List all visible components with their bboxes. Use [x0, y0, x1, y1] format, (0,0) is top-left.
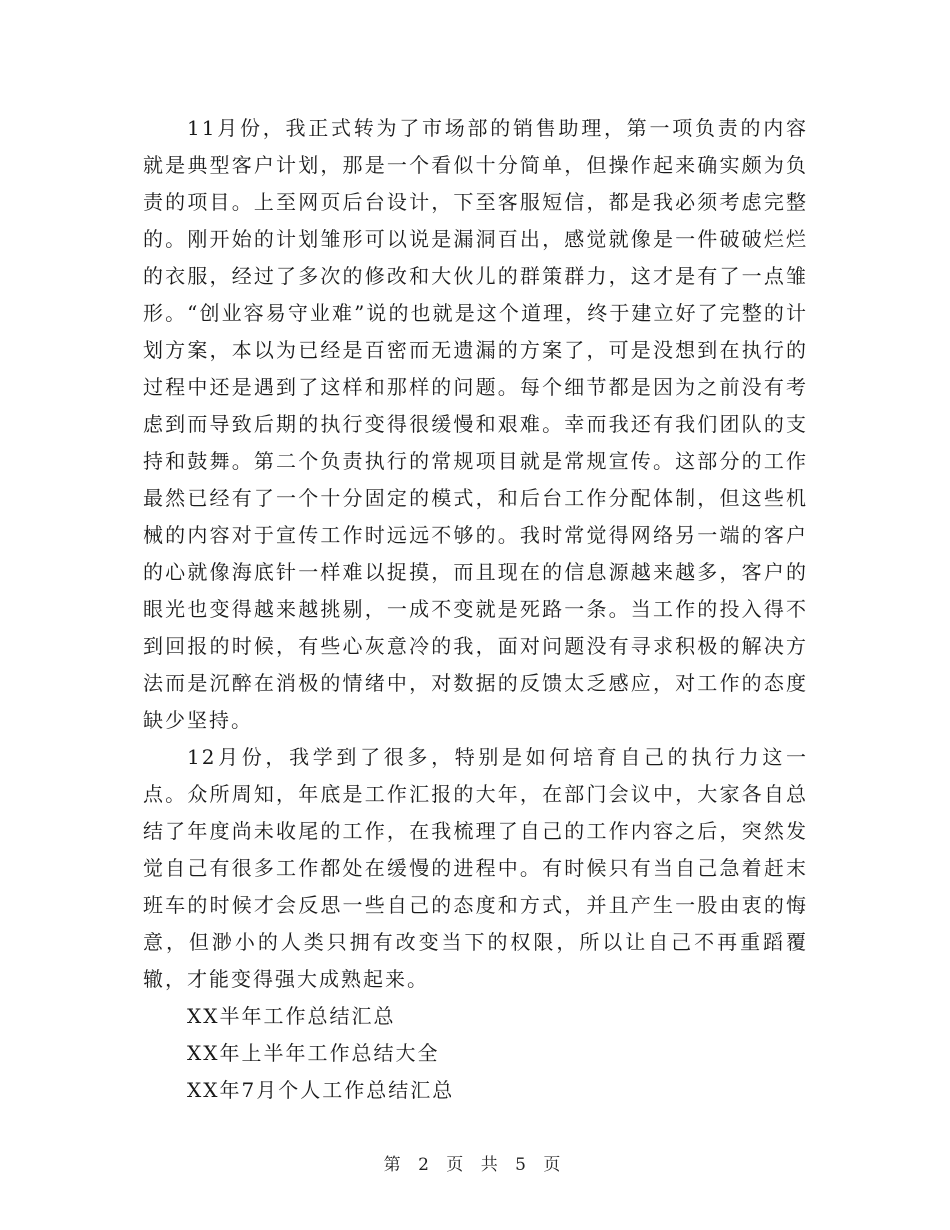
page-number-footer: 第 2 页 共 5 页	[383, 1155, 567, 1175]
related-link-july-personal-summary[interactable]: XX年7月个人工作总结汇总	[187, 1078, 455, 1102]
related-link-first-half-summary[interactable]: XX年上半年工作总结大全	[187, 1041, 440, 1065]
related-link-half-year-summary[interactable]: XX半年工作总结汇总	[187, 1004, 396, 1028]
paragraph-november: 11月份，我正式转为了市场部的销售助理，第一项负责的内容就是典型客户计划，那是一个看似十分简单，但操作起来确实颇为负责的项目。上至网页后台设计，下至客服短信，都是我必须考虑完整的。刚开始的计划雏形可以说是漏洞百出，感觉就像是一件破破烂烂的衣服，经过了多次的修改和大伙儿的群策群力，这才是有了一点雏形。“创业容易守业难”说的也就是这个道理，终于建立好了完整的计划方案，本以为已经是百密而无遗漏的方案了，可是没想到在执行的过程中还是遇到了这样和那样的问题。每个细节都是因为之前没有考虑到而导致后期的执行变得很缓慢和艰难。幸而我还有我们团队的支持和鼓舞。第二个负责执行的常规项目就是常规宣传。这部分的工作最然已经有了一个十分固定的模式，和后台工作分配体制，但这些机械的内容对于宣传工作时远远不够的。我时常觉得网络另一端的客户的心就像海底针一样难以捉摸，而且现在的信息源越来越多，客户的眼光也变得越来越挑剔，一成不变就是死路一条。当工作的投入得不到回报的时候，有些心灰意冷的我，面对问题没有寻求积极的解决方法而是沉醉在消极的情绪中，对数据的反馈太乏感应，对工作的态度缺少坚持。	[143, 116, 808, 732]
document-body	[143, 110, 808, 1109]
paragraph-december: 12月份，我学到了很多，特别是如何培育自己的执行力这一点。众所周知，年底是工作汇报的大年，在部门会议中，大家各自总结了年度尚未收尾的工作，在我梳理了自己的工作内容之后，突然发觉自己有很多工作都处在缓慢的进程中。有时候只有当自己急着赶末班车的时候才会反思一些自己的态度和方式，并且产生一股由衷的悔意，但渺小的人类只拥有改变当下的权限，所以让自己不再重蹈覆辙，才能变得强大成熟起来。	[143, 745, 808, 991]
